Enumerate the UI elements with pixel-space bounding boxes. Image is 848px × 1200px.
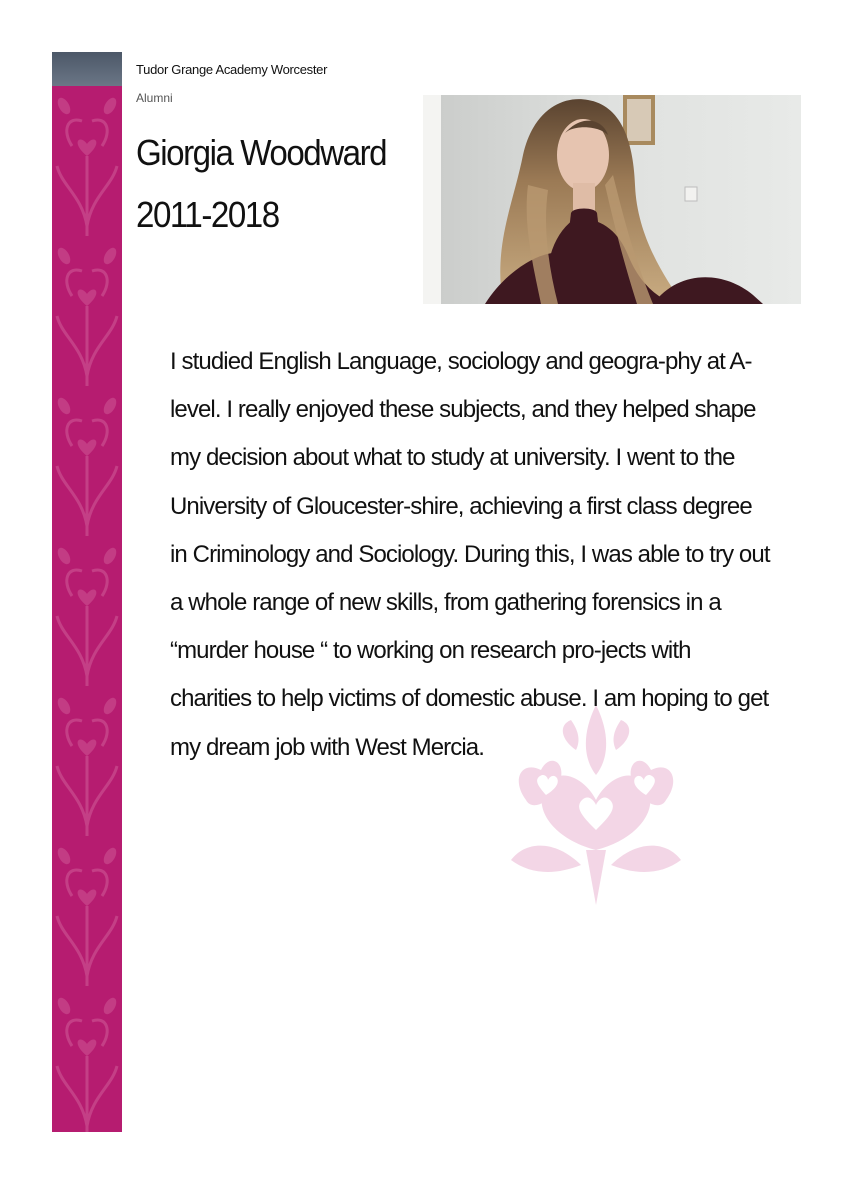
alumni-biography: [170, 338, 770, 772]
portrait-photo: [423, 95, 801, 304]
biography-text: I studied English Language, sociology and geogra-phy at A-level. I really enjoyed these subjects, and they helped shape my decision about what to study at university. I went to the University of Gloucester-shire, achieving a first class degree in Criminology and Sociology. During this, I was able to try out a whole range of new skills, from gathering forensics in a “murder house “ to working on research pro-jects with charities to help victims of domestic abuse. I am hoping to get my dream job with West Mercia.: [170, 348, 770, 761]
side-decorative-band: [52, 52, 122, 1132]
section-label: Alumni: [136, 91, 173, 105]
attendance-years: 2011-2018: [136, 194, 279, 235]
portrait-photo-icon: [423, 95, 801, 304]
side-band-header-strip: [52, 52, 122, 86]
alumni-name: Giorgia Woodward: [136, 132, 387, 173]
school-name: Tudor Grange Academy Worcester: [136, 62, 328, 77]
floral-pattern-icon: [52, 86, 122, 1132]
